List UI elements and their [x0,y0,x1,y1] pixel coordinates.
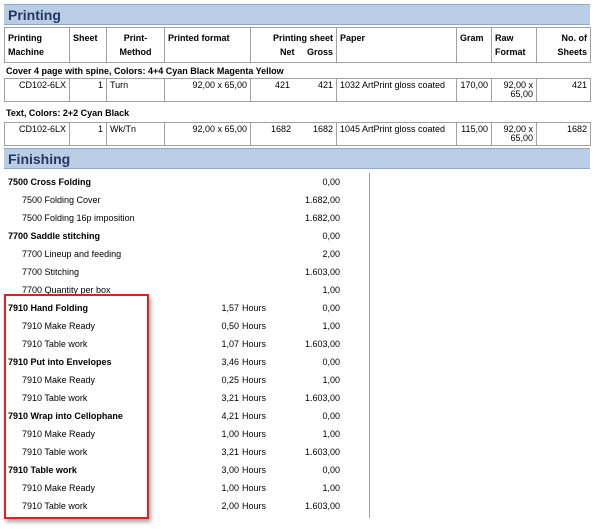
finishing-name: 7910 Table work [8,465,77,475]
finishing-name: 7910 Make Ready [22,483,96,493]
finishing-quantity: 1,00 [322,375,340,385]
finishing-quantity: 0,00 [322,177,340,187]
job-paper: 1032 ArtPrint gloss coated [337,79,457,102]
header-no-of-sheets [537,28,591,63]
finishing-unit: Hours [242,339,267,349]
job-net: 421 [274,80,290,90]
printing-header-row [5,28,591,63]
header-gram: Gram [457,28,492,63]
finishing-quantity: 0,00 [322,357,340,367]
finishing-unit: Hours [242,357,267,367]
finishing-quantity: 1,00 [322,483,340,493]
header-method-line2: Method [119,47,152,57]
job-raw-line2: 65,00 [510,89,533,99]
finishing-item-row [4,209,370,227]
header-method-line1: Print- [123,33,148,43]
header-sheet: Sheet [70,28,107,63]
printing-header-table [4,27,591,63]
job-machine: CD102-6LX [5,123,70,146]
finishing-hours: 1,00 [221,483,239,493]
finishing-name: 7700 Lineup and feeding [22,249,122,259]
finishing-name: 7700 Quantity per box [22,285,111,295]
job-gross: 1682 [312,124,333,134]
job-row [4,78,591,102]
header-printed-format: Printed format [165,28,251,63]
finishing-section-title: Finishing [4,148,590,169]
header-raw-line2: Format [495,47,526,57]
job-no-of-sheets: 1682 [537,123,591,146]
finishing-hours: 4,21 [221,411,239,421]
finishing-name: 7500 Folding 16p imposition [22,213,135,223]
finishing-item-row [4,245,370,263]
finishing-hours: 1,07 [221,339,239,349]
header-print-method [107,28,165,63]
finishing-unit: Hours [242,447,267,457]
finishing-unit: Hours [242,411,267,421]
job-raw-format [492,79,537,102]
header-gross: Gross [306,47,333,57]
finishing-name: 7910 Make Ready [22,375,96,385]
finishing-group-row [4,173,370,191]
finishing-group-row [4,227,370,245]
finishing-unit: Hours [242,483,267,493]
job-sheet-counts [251,79,337,102]
job-no-of-sheets: 421 [537,79,591,102]
finishing-name: 7910 Wrap into Cellophane [8,411,123,421]
finishing-item-row [4,263,370,281]
finishing-unit: Hours [242,501,267,511]
finishing-name: 7910 Table work [22,339,88,349]
header-machine-line2: Machine [8,47,45,57]
printing-section-title: Printing [4,4,590,25]
job-method: Turn [107,79,165,102]
finishing-quantity: 1.603,00 [304,447,340,457]
job-format: 92,00 x 65,00 [165,79,251,102]
finishing-quantity: 0,00 [322,465,340,475]
finishing-item-row [4,191,370,209]
job-gram: 115,00 [457,123,492,146]
job-paper: 1045 ArtPrint gloss coated [337,123,457,146]
finishing-hours: 3,00 [221,465,239,475]
finishing-quantity: 0,00 [322,411,340,421]
job-format: 92,00 x 65,00 [165,123,251,146]
header-net: Net [279,47,295,57]
header-paper: Paper [337,28,457,63]
finishing-unit: Hours [242,375,267,385]
finishing-hours: 1,57 [221,303,239,313]
finishing-hours: 0,50 [221,321,239,331]
finishing-quantity: 1.682,00 [304,213,340,223]
job-raw-line1: 92,00 x [503,124,533,134]
header-sheets-line2: Sheets [557,47,587,57]
finishing-quantity: 1.603,00 [304,501,340,511]
finishing-hours: 1,00 [221,429,239,439]
job-title: Cover 4 page with spine, Colors: 4+4 Cyan Black Magenta Yellow [6,66,284,76]
finishing-name: 7910 Make Ready [22,321,96,331]
finishing-hours: 3,46 [221,357,239,367]
finishing-quantity: 1,00 [322,285,340,295]
finishing-unit: Hours [242,429,267,439]
finishing-name: 7700 Saddle stitching [8,231,101,241]
job-method: Wk/Tn [107,123,165,146]
header-machine-line1: Printing [8,33,42,43]
finishing-quantity: 1,00 [322,429,340,439]
job-raw-format [492,123,537,146]
finishing-hours: 3,21 [221,447,239,457]
job-sheet-counts [251,123,337,146]
finishing-name: 7500 Cross Folding [8,177,92,187]
finishing-name: 7700 Stitching [22,267,80,277]
finishing-name: 7910 Hand Folding [8,303,89,313]
finishing-quantity: 1.603,00 [304,267,340,277]
finishing-hours: 3,21 [221,393,239,403]
job-sheet: 1 [70,123,107,146]
header-printing-machine [5,28,70,63]
header-printing-sheet-label: Printing sheet [272,33,333,43]
finishing-quantity: 1.603,00 [304,339,340,349]
finishing-name: 7910 Make Ready [22,429,96,439]
highlight-box [4,294,149,519]
finishing-hours: 0,25 [221,375,239,385]
header-printing-sheet [251,28,337,63]
job-gross: 421 [317,80,333,90]
finishing-name: 7910 Table work [22,393,88,403]
header-raw-format [492,28,537,63]
finishing-unit: Hours [242,465,267,475]
job-net: 1682 [270,124,291,134]
finishing-name: 7500 Folding Cover [22,195,101,205]
job-machine: CD102-6LX [5,79,70,102]
header-sheets-line1: No. of [561,33,587,43]
finishing-hours: 2,00 [221,501,239,511]
header-raw-line1: Raw [495,33,514,43]
finishing-quantity: 1.603,00 [304,393,340,403]
finishing-name: 7910 Table work [22,447,88,457]
job-sheet: 1 [70,79,107,102]
finishing-unit: Hours [242,321,267,331]
finishing-quantity: 1,00 [322,321,340,331]
job-title: Text, Colors: 2+2 Cyan Black [6,108,130,118]
job-row [4,122,591,146]
finishing-name: 7910 Table work [22,501,88,511]
finishing-quantity: 1.682,00 [304,195,340,205]
finishing-unit: Hours [242,393,267,403]
finishing-quantity: 0,00 [322,303,340,313]
finishing-unit: Hours [242,303,267,313]
job-raw-line1: 92,00 x [503,80,533,90]
job-raw-line2: 65,00 [510,133,533,143]
finishing-quantity: 2,00 [322,249,340,259]
finishing-quantity: 0,00 [322,231,340,241]
job-gram: 170,00 [457,79,492,102]
finishing-name: 7910 Put into Envelopes [8,357,112,367]
